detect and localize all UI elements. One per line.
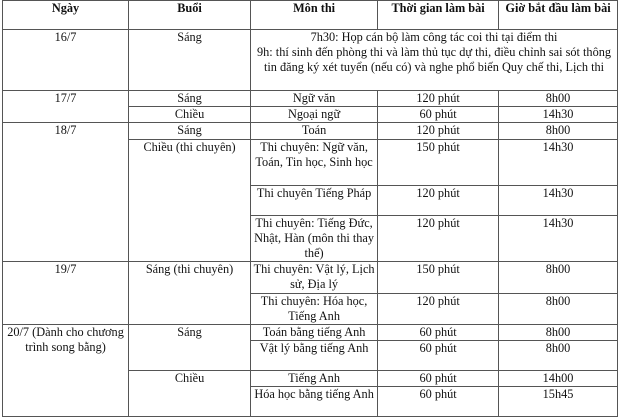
header-session: Buổi xyxy=(129,1,251,30)
start-cell: 8h00 xyxy=(499,262,618,293)
table-row xyxy=(3,30,618,91)
table-row xyxy=(3,91,618,107)
date-cell: 20/7 (Dành cho chương trình song bằng) xyxy=(3,325,129,417)
header-row xyxy=(3,1,618,30)
table-row xyxy=(3,262,618,293)
subject-cell: Tiếng Anh xyxy=(251,371,378,387)
start-cell: 8h00 xyxy=(499,325,618,341)
subject-cell: Ngữ văn xyxy=(251,91,378,107)
note-line-2: 9h: thí sinh đến phòng thi và làm thủ tục dự thi, điều chỉnh sai sót thông tin đăng ký xét tuyển (nếu có) và nghe phổ biến Quy chế thi, Lịch thi xyxy=(257,45,612,74)
duration-cell: 120 phút xyxy=(378,293,499,324)
exam-schedule-table xyxy=(2,0,618,417)
date-cell: 16/7 xyxy=(3,30,129,91)
date-cell: 19/7 xyxy=(3,262,129,325)
note-cell xyxy=(251,30,618,91)
duration-cell: 150 phút xyxy=(378,262,499,293)
session-cell: Chiều xyxy=(129,371,251,417)
start-cell: 14h30 xyxy=(499,185,618,215)
start-cell: 14h00 xyxy=(499,371,618,387)
session-cell: Chiều (thi chuyên) xyxy=(129,139,251,262)
date-cell: 17/7 xyxy=(3,91,129,123)
subject-cell: Thi chuyên: Tiếng Đức, Nhật, Hàn (môn thi thay thế) xyxy=(251,215,378,262)
date-cell: 18/7 xyxy=(3,123,129,262)
duration-cell: 60 phút xyxy=(378,387,499,417)
session-cell: Sáng xyxy=(129,30,251,91)
duration-cell: 60 phút xyxy=(378,371,499,387)
header-date: Ngày xyxy=(3,1,129,30)
note-line-1: 7h30: Họp cán bộ làm công tác coi thi tại điểm thi xyxy=(310,30,558,44)
start-cell: 8h00 xyxy=(499,293,618,324)
header-subject: Môn thi xyxy=(251,1,378,30)
subject-cell: Ngoại ngữ xyxy=(251,107,378,123)
duration-cell: 120 phút xyxy=(378,215,499,262)
duration-cell: 120 phút xyxy=(378,91,499,107)
start-cell: 8h00 xyxy=(499,123,618,139)
subject-cell: Thi chuyên: Hóa học, Tiếng Anh xyxy=(251,293,378,324)
subject-cell: Toán xyxy=(251,123,378,139)
start-cell: 8h00 xyxy=(499,341,618,371)
session-cell: Sáng xyxy=(129,325,251,371)
duration-cell: 60 phút xyxy=(378,341,499,371)
session-cell: Chiều xyxy=(129,107,251,123)
start-cell: 14h30 xyxy=(499,215,618,262)
duration-cell: 150 phút xyxy=(378,139,499,185)
session-cell: Sáng xyxy=(129,91,251,107)
duration-cell: 60 phút xyxy=(378,325,499,341)
table-row xyxy=(3,325,618,341)
duration-cell: 120 phút xyxy=(378,123,499,139)
session-cell: Sáng xyxy=(129,123,251,139)
subject-cell: Vật lý bằng tiếng Anh xyxy=(251,341,378,371)
start-cell: 8h00 xyxy=(499,91,618,107)
subject-cell: Thi chuyên: Ngữ văn, Toán, Tin học, Sinh học xyxy=(251,139,378,185)
header-duration: Thời gian làm bài xyxy=(378,1,499,30)
duration-cell: 60 phút xyxy=(378,107,499,123)
subject-cell: Toán bằng tiếng Anh xyxy=(251,325,378,341)
subject-cell: Thi chuyên: Vật lý, Lịch sử, Địa lý xyxy=(251,262,378,293)
subject-cell: Hóa học bằng tiếng Anh xyxy=(251,387,378,417)
start-cell: 15h45 xyxy=(499,387,618,417)
subject-cell: Thi chuyên Tiếng Pháp xyxy=(251,185,378,215)
start-cell: 14h30 xyxy=(499,139,618,185)
duration-cell: 120 phút xyxy=(378,185,499,215)
table-row xyxy=(3,123,618,139)
session-cell: Sáng (thi chuyên) xyxy=(129,262,251,325)
start-cell: 14h30 xyxy=(499,107,618,123)
header-start-time: Giờ bắt đầu làm bài xyxy=(499,1,618,30)
